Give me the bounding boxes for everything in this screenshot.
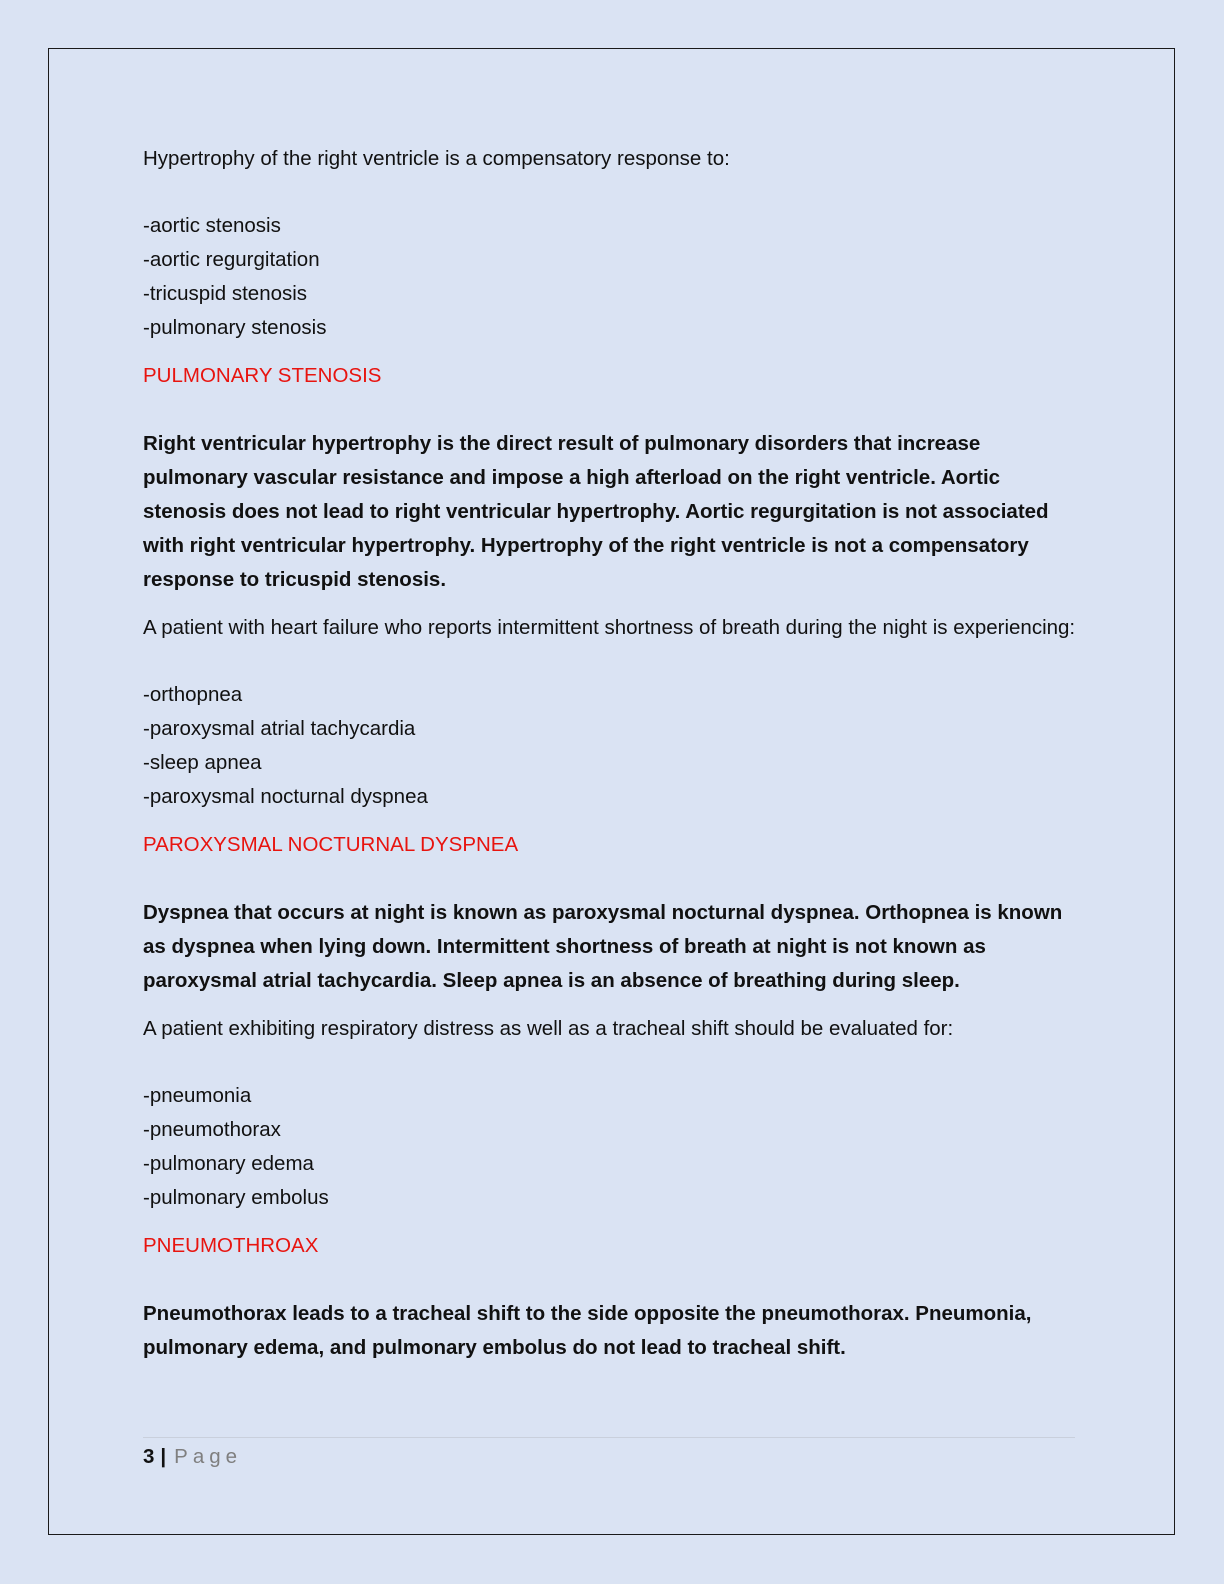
option-item: -orthopnea — [143, 683, 243, 706]
question-text: Hypertrophy of the right ventricle is a compensatory response to: — [143, 147, 730, 170]
option-item: -pulmonary stenosis — [143, 316, 327, 339]
question-text: A patient with heart failure who reports intermittent shortness of breath during the night is experiencing: — [143, 616, 1076, 639]
question-block-3 — [143, 1012, 1078, 1365]
question-block-2 — [143, 611, 1078, 998]
page-footer — [143, 1437, 1075, 1474]
option-list — [143, 678, 1078, 814]
option-item: -pulmonary embolus — [143, 1186, 329, 1209]
answer-text: PNEUMOTHROAX — [143, 1234, 319, 1257]
footer-separator: | — [160, 1445, 167, 1468]
page-label: Page — [174, 1445, 243, 1468]
explanation-text: Pneumothorax leads to a tracheal shift to the side opposite the pneumothorax. Pneumonia, pulmonary edema, and pulmonary embolus do not lead to tracheal shift. — [143, 1302, 1032, 1359]
question-text: A patient exhibiting respiratory distress as well as a tracheal shift should be evaluated for: — [143, 1017, 954, 1040]
option-item: -paroxysmal nocturnal dyspnea — [143, 785, 428, 808]
page-number: 3 — [143, 1445, 155, 1468]
answer-text: PAROXYSMAL NOCTURNAL DYSPNEA — [143, 833, 519, 856]
option-item: -pulmonary edema — [143, 1152, 314, 1175]
question-block-1 — [143, 142, 1078, 597]
option-item: -pneumonia — [143, 1084, 252, 1107]
option-item: -paroxysmal atrial tachycardia — [143, 717, 416, 740]
answer-text: PULMONARY STENOSIS — [143, 364, 382, 387]
explanation-text: Dyspnea that occurs at night is known as paroxysmal nocturnal dyspnea. Orthopnea is known as dyspnea when lying down. Intermittent shortness of breath at night is not known as paroxysmal atrial tachycardia. Sleep apnea is an absence of breathing during sleep. — [143, 901, 1063, 992]
document-body — [143, 142, 1078, 1365]
option-item: -tricuspid stenosis — [143, 282, 308, 305]
option-list — [143, 1079, 1078, 1215]
option-item: -sleep apnea — [143, 751, 262, 774]
option-item: -pneumothorax — [143, 1118, 281, 1141]
explanation-text: Right ventricular hypertrophy is the direct result of pulmonary disorders that increase pulmonary vascular resistance and impose a high afterload on the right ventricle. Aortic stenosis does not lead to right ventricular hypertrophy. Aortic regurgitation is not associated with right ventricular hypertrophy. Hypertrophy of the right ventricle is not a compensatory response to tricuspid stenosis. — [143, 432, 1049, 591]
option-item: -aortic stenosis — [143, 214, 281, 237]
option-list — [143, 209, 1078, 345]
option-item: -aortic regurgitation — [143, 248, 320, 271]
